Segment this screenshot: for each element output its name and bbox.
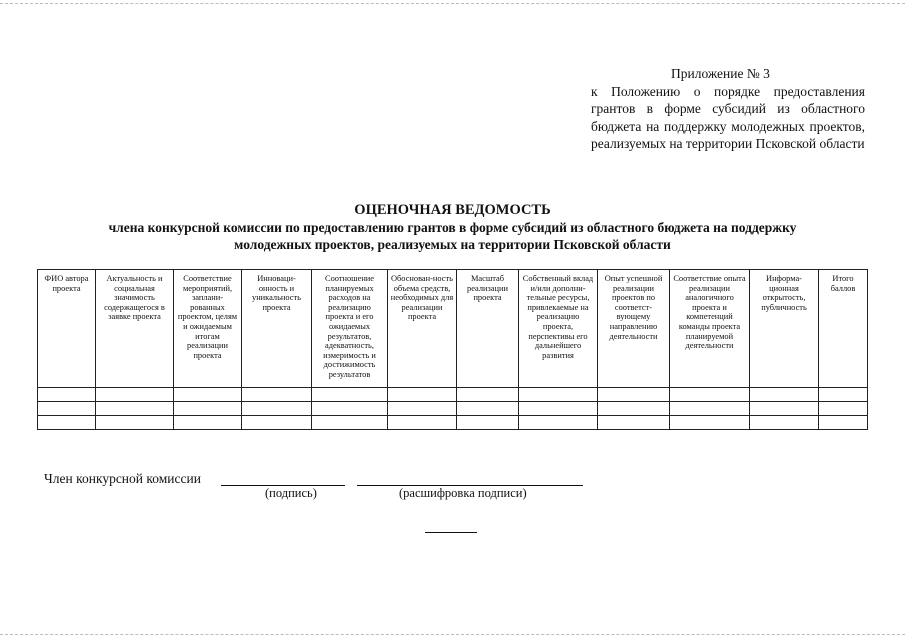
table-cell[interactable] [312,402,388,416]
table-cell[interactable] [457,402,519,416]
col-header-openness: Информа-ционная открытость, публичность [750,270,819,388]
end-separator-line [425,532,477,533]
col-header-scale: Масштаб реализации проекта [457,270,519,388]
table-cell[interactable] [670,416,750,430]
table-cell[interactable] [519,388,598,402]
table-cell[interactable] [38,416,96,430]
col-header-author: ФИО автора проекта [38,270,96,388]
table-row [38,416,868,430]
col-header-innovation: Инноваци-онность и уникальность проекта [242,270,312,388]
col-header-funds-justification: Обоснован-ность объема средств, необходимых для реализации проекта [388,270,457,388]
table-cell[interactable] [519,402,598,416]
table-cell[interactable] [519,416,598,430]
table-header-row [38,270,868,388]
col-header-team-competence: Соответствие опыта реализации аналогичного проекта и компетенций команды проекта планируемой деятельности [670,270,750,388]
table-cell[interactable] [242,416,312,430]
table-cell[interactable] [174,416,242,430]
table-cell[interactable] [96,402,174,416]
col-header-relevance: Актуальность и социальная значимость содержащегося в заявке проекта [96,270,174,388]
col-header-experience: Опыт успешной реализации проектов по соответст-вующему направлению деятельности [598,270,670,388]
table-cell[interactable] [242,388,312,402]
document-subtitle-line2: молодежных проектов, реализуемых на территории Псковской области [234,237,671,252]
table-cell[interactable] [96,416,174,430]
appendix-text: к Положению о порядке предоставления грантов в форме субсидий из областного бюджета на поддержку молодежных проектов, реализуемых на территории Псковской области [591,83,865,152]
document-subtitle-line1: члена конкурсной комиссии по предоставлению грантов в форме субсидий из областного бюджета на поддержку [108,220,797,235]
table-cell[interactable] [750,388,819,402]
table-body [38,388,868,430]
col-header-own-contribution: Собственный вклад и/или дополни-тельные ресурсы, привлекаемые на реализацию проекта, перспективы его дальнейшего развития [519,270,598,388]
table-cell[interactable] [96,388,174,402]
col-header-total: Итого баллов [819,270,868,388]
table-cell[interactable] [457,388,519,402]
scan-edge-top [0,3,905,4]
table-cell[interactable] [750,402,819,416]
table-cell[interactable] [174,388,242,402]
table-cell[interactable] [38,388,96,402]
table-cell[interactable] [670,402,750,416]
table-cell[interactable] [242,402,312,416]
table-cell[interactable] [38,402,96,416]
table-cell[interactable] [388,402,457,416]
table-cell[interactable] [750,416,819,430]
signature-caption: (подпись) [265,486,317,500]
table-row [38,388,868,402]
table-cell[interactable] [312,416,388,430]
appendix-number: Приложение № 3 [671,66,770,81]
signature-decoding-caption: (расшифровка подписи) [399,486,527,500]
col-header-cost-ratio: Соотношение планируемых расходов на реализацию проекта и его ожидаемых результатов, адекватность, измеримость и достижимость результатов [312,270,388,388]
document-title: ОЦЕНОЧНАЯ ВЕДОМОСТЬ [354,202,551,218]
table-cell[interactable] [174,402,242,416]
scan-edge-bottom [0,634,905,635]
table-cell[interactable] [388,388,457,402]
col-header-goals-match: Соответствие мероприятий, заплани-рованных проектом, целям и ожидаемым итогам реализации проекта [174,270,242,388]
table-cell[interactable] [819,402,868,416]
table-cell[interactable] [670,388,750,402]
table-cell[interactable] [598,416,670,430]
table-cell[interactable] [598,388,670,402]
commission-member-label: Член конкурсной комиссии [44,471,201,486]
table-cell[interactable] [598,402,670,416]
table-cell[interactable] [819,388,868,402]
evaluation-table [37,269,868,430]
table-cell[interactable] [388,416,457,430]
table-cell[interactable] [457,416,519,430]
appendix-block [591,65,865,153]
table-row [38,402,868,416]
table-cell[interactable] [819,416,868,430]
table-cell[interactable] [312,388,388,402]
